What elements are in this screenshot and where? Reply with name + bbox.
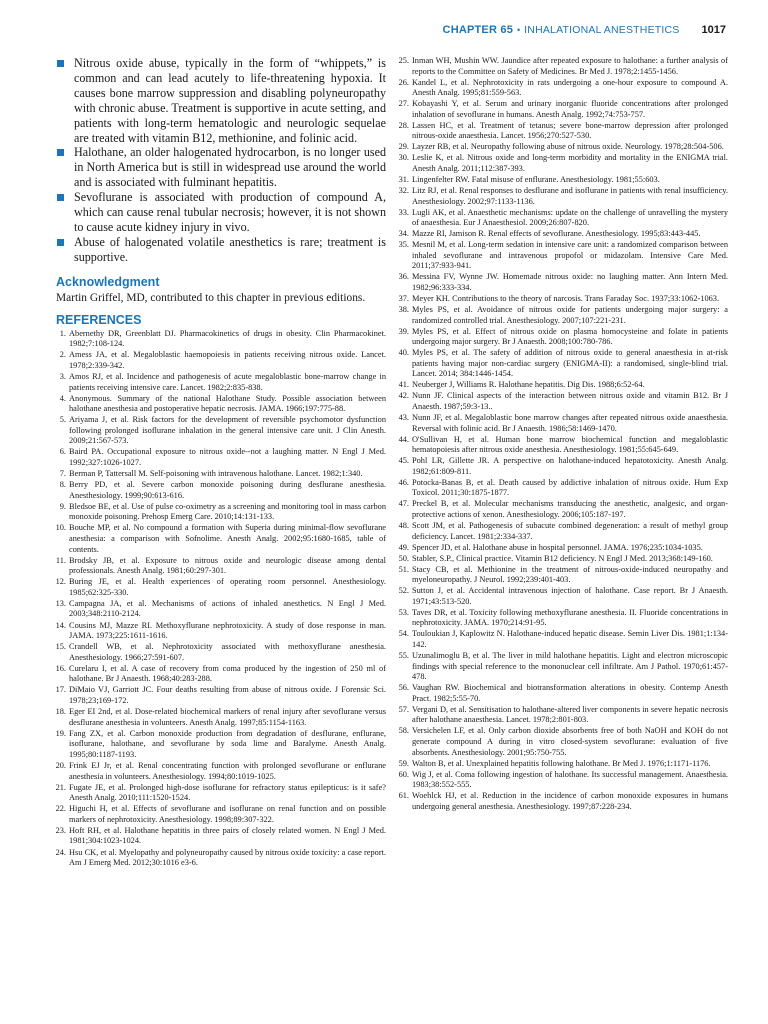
reference-item — [398, 294, 728, 305]
reference-number: 42. — [398, 391, 409, 401]
reference-text: Bouche MP, et al. No compound a formation with Superia during minimal-flow sevoflurane anesthesia: a comparison with Sofnolime. Anesth Analg. 2002;95:1680-1685, table of contents. — [69, 523, 386, 554]
reference-text: Touloukian J, Kaplowitz N. Halothane-induced hepatic disease. Semin Liver Dis. 1981;1:134-142. — [412, 629, 728, 650]
reference-number: 48. — [398, 521, 409, 531]
reference-number: 22. — [55, 804, 66, 814]
chapter-label: CHAPTER 65 — [442, 24, 514, 36]
bullet-text: Halothane, an older halogenated hydrocarbon, is no longer used in North America but is still in widespread use around the world and is associated with fulminant hepatitis. — [74, 145, 386, 190]
reference-text: Hsu CK, et al. Myelopathy and polyneuropathy caused by nitrous oxide toxicity: a case report. Am J Emerg Med. 2012;30:1016 e3-6. — [69, 847, 386, 868]
reference-item — [56, 804, 386, 825]
reference-item — [398, 327, 728, 348]
bullet-square-icon — [57, 194, 64, 201]
reference-number: 58. — [398, 726, 409, 736]
reference-text: Amess JA, et al. Megaloblastic haemopoiesis in patients receiving nitrous oxide. Lancet. 1978;2:339-342. — [69, 350, 386, 370]
reference-item — [56, 729, 386, 761]
reference-text: O'Sullivan H, et al. Human bone marrow biochemical function and megaloblastic hematopoiesis after nitrous oxide anesthesia. Anesthesiology. 1981;55:645-649. — [412, 434, 728, 455]
reference-item — [398, 435, 728, 456]
reference-item — [398, 142, 728, 153]
reference-item — [56, 447, 386, 468]
reference-number: 2. — [59, 350, 66, 360]
running-header — [380, 22, 726, 38]
reference-item — [398, 651, 728, 683]
reference-number: 26. — [398, 77, 409, 87]
reference-text: Abernethy DR, Greenblatt DJ. Pharmacokinetics of drugs in obesity. Clin Pharmacokinet. 1982;7:108-124. — [69, 328, 386, 349]
reference-item — [56, 502, 386, 523]
reference-number: 47. — [398, 499, 409, 509]
bullet-text: Sevoflurane is associated with production of compound A, which can cause renal tubular necrosis; however, it is not shown to cause acute kidney injury in vivo. — [74, 190, 386, 234]
reference-text: Nunn JF, et al. Megaloblastic bone marrow changes after repeated nitrous oxide anaesthesia. Reversal with folinic acid. Br J Anaesth. 1986;58:1469-1470. — [412, 413, 728, 433]
reference-text: Myles PS, et al. Effect of nitrous oxide on plasma homocysteine and folate in patients undergoing major surgery. Br J Anaesth. 2008;100:780-786. — [412, 326, 728, 347]
reference-item — [56, 642, 386, 663]
reference-text: Wig J, et al. Coma following ingestion of halothane. Its successful management. Anaesthesia. 1983;38:552-555. — [412, 769, 728, 790]
reference-text: Kobayashi Y, et al. Serum and urinary inorganic fluoride concentrations after prolonged inhalation of sevoflurane in humans. Anesth Analg. 1992;74:753-757. — [412, 99, 728, 119]
reference-number: 32. — [398, 186, 409, 196]
reference-text: Mazze RI, Jamison R. Renal effects of sevoflurane. Anesthesiology. 1995;83:443-445. — [412, 229, 701, 239]
bullet-square-icon — [57, 149, 64, 156]
reference-item — [398, 391, 728, 412]
reference-text: Bledsoe BE, et al. Use of pulse co-oximetry as a screening and monitoring tool in mass carbon monoxide poisoning. Prehosp Emerg Care. 2010;14:131-133. — [69, 501, 386, 522]
reference-item — [56, 761, 386, 782]
reference-number: 14. — [55, 620, 66, 630]
reference-text: Stacy CB, et al. Methionine in the treatment of nitrous-oxide-induced neuropathy and myeloneuropathy. J Neurol. 1992;239:401-403. — [412, 564, 728, 585]
reference-item — [398, 229, 728, 240]
reference-item — [56, 480, 386, 501]
reference-text: Scott JM, et al. Pathogenesis of subacute combined degeneration: a result of methyl group deficiency. Lancet. 1981;2:334-337. — [412, 521, 728, 541]
reference-item — [398, 456, 728, 477]
reference-item — [56, 848, 386, 869]
reference-text: Campagna JA, et al. Mechanisms of actions of inhaled anesthetics. N Engl J Med. 2003;348:2110-2124. — [69, 598, 386, 619]
reference-number: 6. — [59, 447, 66, 457]
reference-item — [398, 554, 728, 565]
reference-number: 45. — [398, 456, 409, 466]
reference-number: 11. — [55, 555, 66, 565]
reference-number: 39. — [398, 326, 409, 336]
reference-number: 53. — [398, 607, 409, 617]
reference-text: Lingenfelter RW. Fatal misuse of enflurane. Anesthesiology. 1981;55:603. — [412, 175, 660, 185]
reference-text: Taves DR, et al. Toxicity following methoxyflurane anesthesia. II. Fluoride concentrations in nephrotoxicity. JAMA. 1970;214:91-95. — [412, 607, 728, 628]
reference-item — [398, 521, 728, 542]
reference-item — [398, 186, 728, 207]
reference-item — [398, 348, 728, 380]
reference-number: 28. — [398, 120, 409, 130]
reference-item — [398, 78, 728, 99]
reference-number: 5. — [59, 415, 66, 425]
reference-item — [56, 783, 386, 804]
reference-text: DiMaio VJ, Garriott JC. Four deaths resulting from abuse of nitrous oxide. J Forensic Sci. 1978;23;169-172. — [69, 685, 386, 706]
reference-text: Pohl LR, Gillette JR. A perspective on halothane-induced hepatotoxicity. Anesth Analg. 1982;61:809-811. — [412, 456, 728, 476]
reference-number: 4. — [59, 393, 66, 403]
reference-text: Berry PD, et al. Severe carbon monoxide poisoning during desflurane anesthesia. Anesthesiology. 1999;90:613-616. — [69, 480, 386, 500]
reference-item — [398, 565, 728, 586]
reference-text: Preckel B, et al. Molecular mechanisms transducing the anesthetic, analgesic, and organ-protective actions of xenon. Anesthesiology. 2006;105:187-197. — [412, 499, 728, 519]
reference-number: 17. — [55, 685, 66, 695]
reference-text: Nunn JF. Clinical aspects of the interaction between nitrous oxide and vitamin B12. Br J Anaesth. 1987;59:3-13.. — [412, 391, 728, 411]
reference-number: 30. — [398, 153, 409, 163]
reference-number: 38. — [398, 305, 409, 315]
summary-bullet — [56, 56, 386, 145]
reference-list-left — [56, 329, 386, 869]
reference-number: 10. — [55, 523, 66, 533]
reference-item — [56, 329, 386, 350]
reference-item — [56, 664, 386, 685]
reference-text: Walton B, et al. Unexplained hepatitis following halothane. Br Med J. 1976;1:1171-1176. — [412, 758, 711, 768]
reference-number: 55. — [398, 651, 409, 661]
reference-text: Vergani D, et al. Sensitisation to halothane-altered liver components in severe hepatic necrosis after halothane anaesthesia. Lancet. 1978;2:801-803. — [412, 704, 728, 725]
reference-item — [398, 208, 728, 229]
reference-text: Messina FV, Wynne JW. Homemade nitrous oxide: no laughing matter. Ann Intern Med. 1982;96:333-334. — [412, 272, 728, 292]
reference-number: 16. — [55, 663, 66, 673]
reference-item — [398, 175, 728, 186]
reference-text: Baird PA. Occupational exposure to nitrous oxide--not a laughing matter. N Engl J Med. 1992;327:1026-1027. — [69, 447, 386, 467]
bullet-text: Abuse of halogenated volatile anesthetics is rare; treatment is supportive. — [74, 234, 386, 264]
reference-number: 61. — [398, 791, 409, 801]
reference-number: 46. — [398, 477, 409, 487]
acknowledgment-heading: Acknowledgment — [56, 274, 160, 289]
reference-number: 27. — [398, 99, 409, 109]
reference-number: 44. — [398, 434, 409, 444]
summary-bullet-list — [56, 56, 386, 265]
reference-number: 49. — [398, 542, 409, 552]
reference-text: Myles PS, et al. Avoidance of nitrous oxide for patients undergoing major surgery: a randomized controlled trial. Anesthesiology. 2007;107:221-231. — [412, 305, 728, 325]
reference-text: Higuchi H, et al. Effects of sevoflurane and isoflurane on renal function and on possible markers of nephrotoxicity. Anesthesiology. 1998;89:307-322. — [69, 804, 386, 824]
reference-item — [56, 523, 386, 555]
reference-item — [398, 586, 728, 607]
reference-item — [398, 499, 728, 520]
reference-text: Lugli AK, et al. Anaesthetic mechanisms: update on the challenge of unravelling the mystery of anaesthesia. Eur J Anaesthesiol. 2009;26:807-820. — [412, 207, 728, 228]
reference-number: 8. — [59, 480, 66, 490]
reference-text: Buring JE, et al. Health experiences of operating room personnel. Anesthesiology. 1985;62:325-330. — [69, 577, 386, 597]
reference-number: 18. — [55, 707, 66, 717]
reference-text: Fugate JE, et al. Prolonged high-dose isoflurane for refractory status epilepticus: is it safe? Anesth Analg. 2010;111:1520-1524. — [69, 782, 386, 803]
reference-text: Stabler, S.P., Clinical practice. Vitamin B12 deficiency. N Engl J Med. 2013;368:149-160. — [412, 553, 713, 563]
reference-number: 23. — [55, 825, 66, 835]
reference-item — [398, 240, 728, 272]
reference-number: 52. — [398, 586, 409, 596]
reference-number: 20. — [55, 760, 66, 770]
reference-item — [398, 153, 728, 174]
reference-text: Woehlck HJ, et al. Reduction in the incidence of carbon monoxide exposures in humans undergoing general anesthesia. Anesthesiology. 1997;87:228-234. — [412, 791, 728, 811]
reference-number: 41. — [398, 380, 409, 390]
reference-text: Brodsky JB, et al. Exposure to nitrous oxide and neurologic disease among dental professionals. Anesth Analg. 1981;60:297-301. — [69, 555, 386, 576]
reference-text: Litz RJ, et al. Renal responses to desflurane and isoflurane in patients with renal insufficiency. Anesthesiology. 2002;97:1133-1136. — [412, 186, 728, 206]
reference-item — [398, 380, 728, 391]
reference-text: Myles PS, et al. The safety of addition of nitrous oxide to general anaesthesia in at-risk patients having major non-cardiac surgery (ENIGMA-II): a randomised, single-blind trial. Lancet. 2014; 384:1446-1454. — [412, 348, 728, 379]
reference-text: Amos RJ, et al. Incidence and pathogenesis of acute megaloblastic bone-marrow change in patients receiving intensive care. Lancet. 1982;2:835-838. — [69, 371, 386, 392]
reference-item — [56, 599, 386, 620]
reference-number: 29. — [398, 142, 409, 152]
reference-number: 25. — [398, 56, 409, 65]
reference-text: Spencer JD, et al. Halothane abuse in hospital personnel. JAMA. 1976;235:1034-1035. — [412, 542, 703, 552]
reference-item — [56, 826, 386, 847]
reference-item — [398, 726, 728, 758]
bullet-text: Nitrous oxide abuse, typically in the form of “whippets,” is common and can lead acutely to life-threatening hypoxia. It causes bone marrow suppression and disabling polyneuropathy with chronic abuse. Treatment is supportive in acute setting, and patients with long-term hematologic and neurologic sequelae are treated with vitamin B12, methionine, and folinic acid. — [74, 56, 386, 145]
reference-text: Potocka-Banas B, et al. Death caused by addictive inhalation of nitrous oxide. Hum Exp Toxicol. 2011;30:1875-1877. — [412, 477, 728, 498]
reference-text: Curelaru I, et al. A case of recovery from coma produced by the ingestion of 250 ml of halothane. Br J Anaesth. 1968;40:283-288. — [69, 663, 386, 684]
reference-item — [398, 99, 728, 120]
reference-item — [398, 272, 728, 293]
summary-bullet — [56, 235, 386, 265]
reference-number: 59. — [398, 758, 409, 768]
reference-number: 9. — [59, 501, 66, 511]
reference-text: Leslie K, et al. Nitrous oxide and long-term morbidity and mortality in the ENIGMA trial. Anesth Analg. 2011;112:387-393. — [412, 153, 728, 173]
reference-number: 50. — [398, 553, 409, 563]
reference-item — [56, 394, 386, 415]
reference-item — [56, 577, 386, 598]
bullet-square-icon — [57, 239, 64, 246]
reference-text: Ariyama J, et al. Risk factors for the development of reversible psychomotor dysfunction following prolonged isoflurane inhalation in the general intensive care unit. J Clin Anesth. 2009;21:567-573. — [69, 415, 386, 446]
reference-number: 19. — [55, 728, 66, 738]
reference-text: Anonymous. Summary of the national Halothane Study. Possible association between halothane anesthesia and postoperative hepatic necrosis. JAMA. 1966;197:775-88. — [69, 393, 386, 414]
reference-text: Cousins MJ, Mazze RI. Methoxyflurane nephrotoxicity. A study of dose response in man. JAMA. 1973;225:1611-1616. — [69, 620, 386, 641]
reference-text: Berman P, Tattersall M. Self-poisoning with intravenous halothane. Lancet. 1982;1:340. — [69, 469, 363, 479]
reference-item — [56, 685, 386, 706]
reference-item — [56, 469, 386, 480]
reference-item — [56, 350, 386, 371]
reference-number: 15. — [55, 642, 66, 652]
reference-item — [398, 413, 728, 434]
reference-number: 12. — [55, 577, 66, 587]
reference-item — [398, 305, 728, 326]
reference-text: Fang ZX, et al. Carbon monoxide production from degradation of desflurane, enflurane, isoflurane, halothane, and sevoflurane by soda lime and Baralyme. Anesth Analg. 1995;80:1187-1193. — [69, 728, 386, 759]
reference-item — [398, 629, 728, 650]
reference-list-right — [398, 56, 728, 812]
reference-number: 24. — [55, 847, 66, 857]
reference-number: 37. — [398, 294, 409, 304]
reference-item — [398, 478, 728, 499]
reference-number: 51. — [398, 564, 409, 574]
reference-item — [56, 415, 386, 447]
reference-item — [398, 56, 728, 77]
reference-number: 1. — [59, 328, 66, 338]
reference-item — [398, 791, 728, 812]
reference-text: Vaughan RW. Biochemical and biotransformation alterations in obesity. Contemp Anesth Pract. 1982;5:55-70. — [412, 683, 728, 703]
reference-text: Layzer RB, et al. Neuropathy following abuse of nitrous oxide. Neurology. 1978;28:504-506. — [412, 142, 724, 152]
reference-text: Meyer KH. Contributions to the theory of narcosis. Trans Faraday Soc. 1937;33:1062-1063. — [412, 294, 720, 304]
reference-text: Versichelen LF, et al. Only carbon dioxide absorbents free of both NaOH and KOH do not generate compound A during in vitro closed-system sevoflurane: evaluation of five absorbents. Anesthesiology. 2001;95:750-755. — [412, 726, 728, 757]
reference-text: Hoft RH, et al. Halothane hepatitis in three pairs of closely related women. N Engl J Med. 1981;304:1023-1024. — [69, 825, 386, 846]
acknowledgment-text: Martin Griffel, MD, contributed to this chapter in previous editions. — [56, 291, 366, 304]
left-column — [56, 56, 386, 869]
summary-bullet — [56, 190, 386, 235]
reference-item — [398, 543, 728, 554]
reference-number: 60. — [398, 769, 409, 779]
reference-number: 7. — [59, 469, 66, 479]
reference-text: Frink EJ Jr, et al. Renal concentrating function with prolonged sevoflurane or enflurane anesthesia in volunteers. Anesthesiology. 1994;80:1019-1025. — [69, 760, 386, 781]
reference-number: 36. — [398, 272, 409, 282]
reference-item — [398, 770, 728, 791]
reference-item — [398, 759, 728, 770]
reference-number: 3. — [59, 371, 66, 381]
reference-text: Eger EI 2nd, et al. Dose-related biochemical markers of renal injury after sevoflurane versus desflurane anesthesia in volunteers. Anesth Analg. 1997;85:1154-1163. — [69, 707, 386, 727]
reference-text: Lassen HC, et al. Treatment of tetanus; severe bone-marrow depression after prolonged nitrous-oxide anaesthesia. Lancet. 1956;270:527-530. — [412, 120, 728, 141]
reference-number: 43. — [398, 413, 409, 423]
reference-text: Crandell WB, et al. Nephrotoxicity associated with methoxyflurane anesthesia. Anesthesiology. 1966;27:591-607. — [69, 642, 386, 662]
page-number: 1017 — [701, 24, 726, 36]
reference-text: Sutton J, et al. Accidental intravenous injection of halothane. Case report. Br J Anaesth. 1971;43:513-520. — [412, 586, 728, 606]
reference-item — [56, 621, 386, 642]
bullet-square-icon — [57, 60, 64, 67]
reference-text: Inman WH, Mushin WW. Jaundice after repeated exposure to halothane: a further analysis of reports to the Committee on Safety of Medicines. Br Med J. 1978;2:1455-1456. — [412, 56, 728, 76]
summary-bullet — [56, 145, 386, 190]
reference-number: 34. — [398, 229, 409, 239]
reference-number: 21. — [55, 782, 66, 792]
reference-number: 13. — [55, 598, 66, 608]
reference-text: Kandel L, et al. Nephrotoxicity in rats undergoing a one-hour exposure to compound A. Anesth Analg. 1995;81:559-563. — [412, 77, 728, 98]
reference-number: 40. — [398, 348, 409, 358]
reference-text: Neuberger J, Williams R. Halothane hepatitis. Dig Dis. 1988;6:52-64. — [412, 380, 645, 390]
reference-item — [398, 683, 728, 704]
reference-item — [56, 372, 386, 393]
chapter-title: INHALATIONAL ANESTHETICS — [524, 24, 680, 36]
reference-text: Mesnil M, et al. Long-term sedation in intensive care unit: a randomized comparison between inhaled sevoflurane and intravenous propofol or midazolam. Intensive Care Med. 2011;37:933-941. — [412, 240, 728, 271]
reference-number: 56. — [398, 683, 409, 693]
reference-item — [56, 707, 386, 728]
reference-item — [56, 556, 386, 577]
reference-number: 33. — [398, 207, 409, 217]
reference-number: 57. — [398, 704, 409, 714]
reference-number: 31. — [398, 175, 409, 185]
reference-item — [398, 121, 728, 142]
reference-item — [398, 608, 728, 629]
reference-item — [398, 705, 728, 726]
references-heading: REFERENCES — [56, 312, 142, 327]
reference-number: 54. — [398, 629, 409, 639]
right-column — [398, 56, 728, 813]
reference-text: Uzunalimoglu B, et al. The liver in mild halothane hepatitis. Light and electron microscopic findings with special reference to the mononuclear cell infiltrate. Am J Pathol. 1970;61:457-478. — [412, 651, 728, 682]
reference-number: 35. — [398, 240, 409, 250]
header-separator: • — [517, 25, 521, 35]
